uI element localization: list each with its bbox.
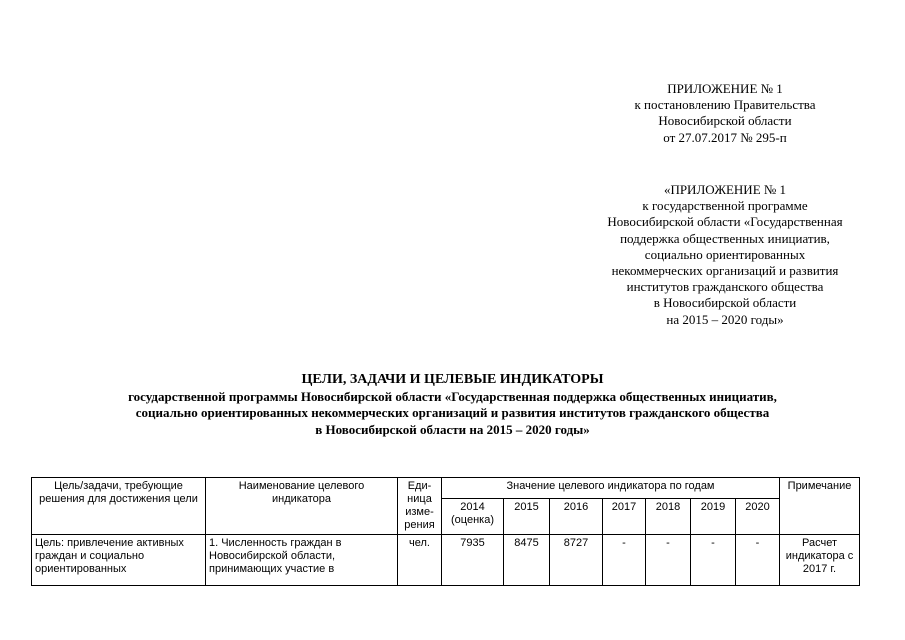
row-value: 8727: [550, 535, 603, 586]
indicators-table: [31, 477, 860, 586]
header-indicator-name: Наименование целевого индикатора: [206, 478, 398, 535]
document-heading: [30, 372, 875, 438]
table-row: [32, 535, 860, 586]
appendix-line: к государственной программе: [642, 198, 808, 214]
header-year: 2016: [550, 498, 603, 534]
row-value: -: [691, 535, 736, 586]
row-goal: Цель: привлечение активных граждан и социально ориентированных: [35, 537, 184, 575]
header-year: 2014 (оценка): [442, 498, 504, 534]
header-year: 2018: [646, 498, 691, 534]
appendix-reference-program: [560, 182, 890, 328]
header-year: 2020: [736, 498, 780, 534]
header-note: Примечание: [780, 478, 860, 535]
row-unit: чел.: [398, 535, 442, 586]
row-value: -: [603, 535, 646, 586]
heading-subtitle-line: государственной программы Новосибирской области «Государственная поддержка общественных инициатив,: [128, 388, 777, 404]
header-goal: Цель/задачи, требующие решения для достижения цели: [32, 478, 206, 535]
appendix-line: на 2015 – 2020 годы»: [666, 311, 784, 327]
appendix-line: институтов гражданского общества: [626, 279, 824, 295]
page-title: ЦЕЛИ, ЗАДАЧИ И ЦЕЛЕВЫЕ ИНДИКАТОРЫ: [301, 372, 604, 387]
header-unit: Еди-ница изме-рения: [398, 478, 442, 535]
row-value: 8475: [504, 535, 550, 586]
appendix-line: к постановлению Правительства: [634, 97, 816, 113]
appendix-line: некоммерческих организаций и развития: [611, 263, 839, 279]
row-value: -: [736, 535, 780, 586]
appendix-line: «ПРИЛОЖЕНИЕ № 1: [663, 182, 787, 197]
appendix-line: поддержка общественных инициатив,: [620, 230, 830, 246]
header-year: 2017: [603, 498, 646, 534]
header-values-by-year: Значение целевого индикатора по годам: [442, 478, 780, 499]
appendix-line: Новосибирской области «Государственная: [607, 214, 843, 230]
appendix-line: Новосибирской области: [658, 113, 792, 129]
row-indicator-name: 1. Численность граждан в Новосибирской области, принимающих участие в: [209, 537, 342, 575]
appendix-line: ПРИЛОЖЕНИЕ № 1: [667, 81, 783, 96]
heading-subtitle-line: социально ориентированных некоммерческих организаций и развития институтов гражданского общества: [135, 405, 770, 420]
table-header-row: [32, 478, 860, 499]
row-value: -: [646, 535, 691, 586]
heading-subtitle-line: в Новосибирской области на 2015 – 2020 годы»: [315, 421, 590, 437]
appendix-line: в Новосибирской области: [653, 295, 797, 311]
header-year: 2019: [691, 498, 736, 534]
row-value: 7935: [442, 535, 504, 586]
header-year: 2015: [504, 498, 550, 534]
appendix-line: от 27.07.2017 № 295-п: [663, 129, 787, 145]
row-note: Расчет индикатора с 2017 г.: [780, 535, 860, 586]
appendix-reference-resolution: [560, 81, 890, 146]
appendix-line: социально ориентированных: [644, 246, 806, 262]
